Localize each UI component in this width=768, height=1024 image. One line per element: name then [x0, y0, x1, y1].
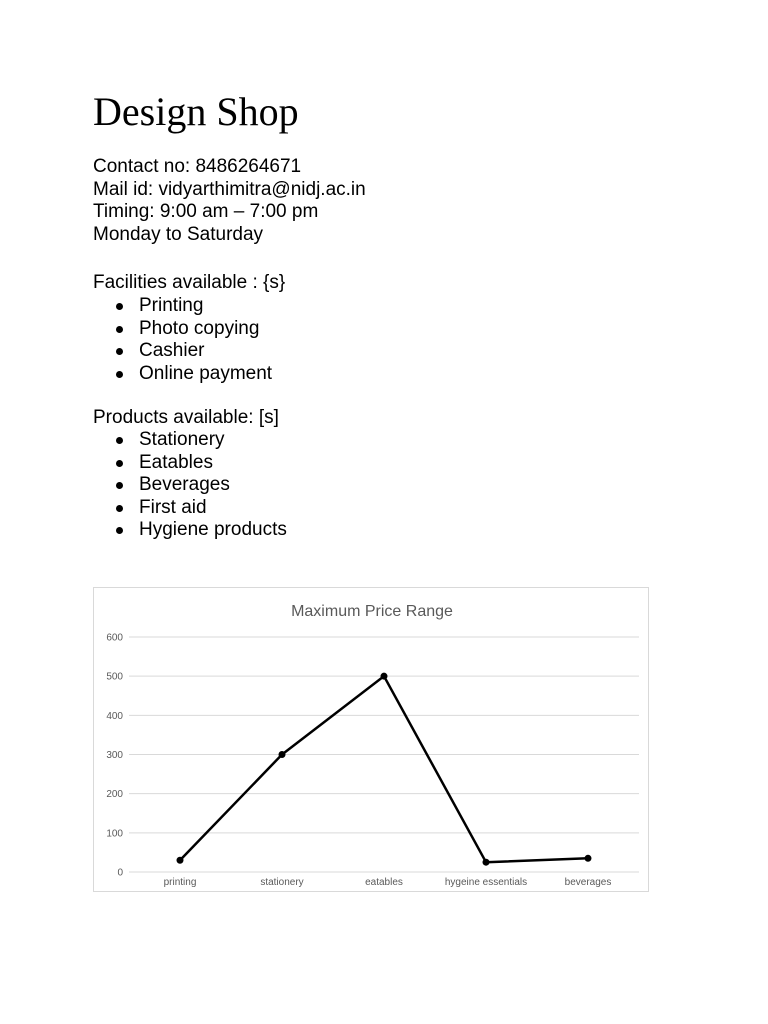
data-point	[585, 855, 592, 862]
list-item	[93, 474, 287, 497]
y-tick-label: 500	[106, 671, 123, 683]
bullet-icon	[116, 371, 123, 378]
list-item	[93, 497, 287, 520]
chart-title: Maximum Price Range	[291, 603, 453, 620]
x-tick-label: beverages	[564, 877, 612, 888]
list-item-label: Printing	[139, 295, 204, 316]
list-item	[93, 519, 287, 542]
bullet-icon	[116, 505, 123, 512]
x-tick-label: eatables	[365, 877, 403, 888]
bullet-icon	[116, 303, 123, 310]
list-item-label: Eatables	[139, 451, 213, 473]
y-tick-label: 0	[117, 867, 123, 879]
products-heading: Products available: [s]	[93, 407, 279, 428]
data-point	[279, 751, 286, 758]
data-point	[381, 673, 388, 680]
bullet-icon	[116, 348, 123, 355]
chart-canvas	[94, 588, 650, 893]
list-item-label: Photo copying	[139, 317, 260, 339]
chart-series	[177, 673, 592, 866]
timing: Timing: 9:00 am – 7:00 pm	[93, 201, 319, 223]
list-item	[93, 295, 272, 318]
y-tick-label: 100	[106, 828, 123, 840]
x-axis-ticks	[164, 877, 612, 888]
list-item-label: Beverages	[139, 474, 230, 496]
list-item	[93, 318, 272, 341]
list-item	[93, 340, 272, 363]
contact-number: Contact no: 8486264671	[93, 156, 302, 177]
series-line	[180, 676, 588, 862]
bullet-icon	[116, 460, 123, 467]
chart-grid	[129, 637, 639, 872]
list-item-label: Hygiene products	[139, 519, 287, 541]
facilities-heading: Facilities available : {s}	[93, 272, 286, 293]
y-axis-ticks	[106, 633, 123, 879]
products-list	[93, 429, 287, 542]
list-item-label: Cashier	[139, 340, 205, 362]
list-item-label: First aid	[139, 496, 207, 518]
data-point	[177, 857, 184, 864]
bullet-icon	[116, 482, 123, 489]
data-point	[483, 859, 490, 866]
x-tick-label: printing	[163, 877, 197, 888]
y-tick-label: 200	[106, 789, 123, 801]
list-item	[93, 363, 272, 386]
page-title: Design Shop	[93, 89, 299, 134]
price-range-chart	[93, 587, 649, 892]
bullet-icon	[116, 326, 123, 333]
working-days: Monday to Saturday	[93, 223, 264, 245]
bullet-icon	[116, 437, 123, 444]
x-tick-label: hygeine essentials	[444, 877, 528, 888]
bullet-icon	[116, 527, 123, 534]
list-item-label: Online payment	[139, 362, 273, 384]
y-tick-label: 400	[106, 710, 123, 722]
y-tick-label: 600	[106, 632, 123, 644]
y-tick-label: 300	[106, 750, 123, 761]
facilities-list	[93, 295, 272, 385]
x-tick-label: stationery	[260, 877, 304, 888]
list-item-label: Stationery	[139, 429, 225, 450]
list-item	[93, 452, 287, 475]
contact-info	[93, 156, 366, 246]
list-item	[93, 429, 287, 452]
mail-id: Mail id: vidyarthimitra@nidj.ac.in	[93, 178, 366, 200]
